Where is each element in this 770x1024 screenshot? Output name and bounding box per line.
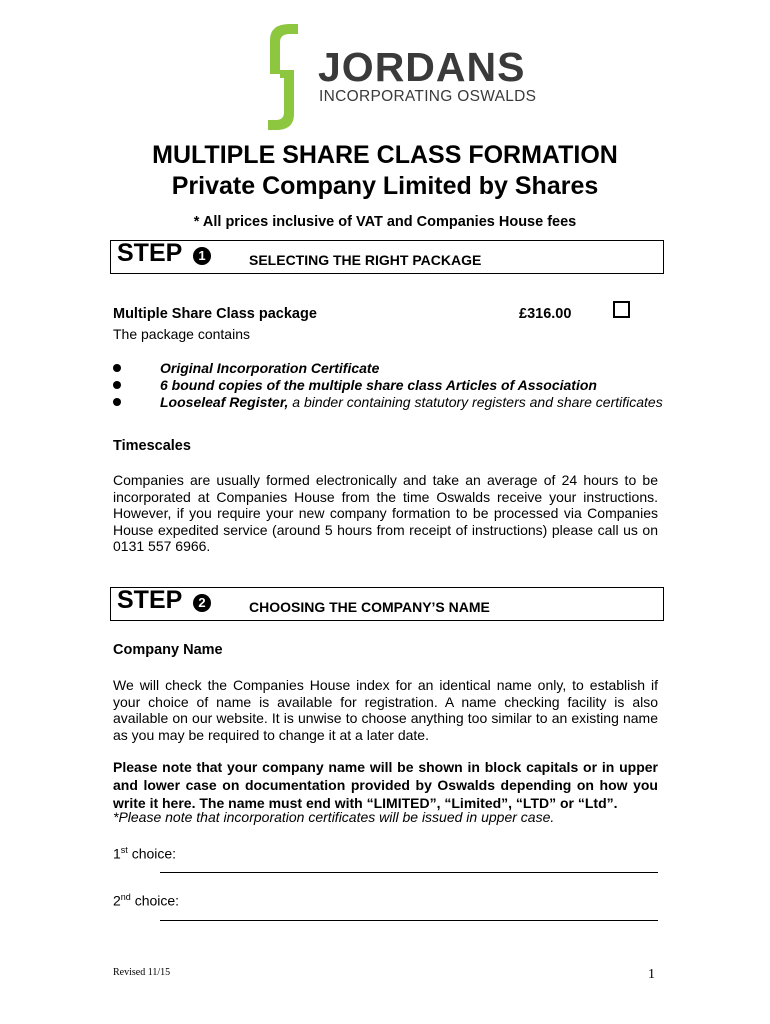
package-item: Original Incorporation Certificate xyxy=(160,360,380,376)
company-name-text: We will check the Companies House index for an identical name only, to establish if your choice of name is available for registration. A name checking facility is also available on our website. It is unwise to choose anything too similar to an existing name as you may be required to change it at a later date. xyxy=(113,677,658,743)
step2-header-box xyxy=(110,587,664,621)
first-choice-label: 1st choice: xyxy=(113,845,177,862)
logo-wordmark: JORDANS xyxy=(318,44,526,90)
incorporation-note: *Please note that incorporation certificates will be issued in upper case. xyxy=(113,809,555,825)
revision-note: Revised 11/15 xyxy=(113,967,171,978)
logo-subtitle: INCORPORATING OSWALDS xyxy=(319,88,537,105)
bullet-icon xyxy=(113,381,121,389)
bullet-icon xyxy=(113,364,121,372)
step1-header-box xyxy=(110,240,664,274)
page-number: 1 xyxy=(648,967,655,982)
package-name: Multiple Share Class package xyxy=(113,306,317,322)
bullet-icon xyxy=(113,398,121,406)
document-subtitle: Private Company Limited by Shares xyxy=(171,172,599,200)
company-name-bold-note: Please note that your company name will be shown in block capitals or in upper and lower case on documentation provided by Oswalds depending on how you write it here. The name must end with “LIMITED”, “Limited”, “LTD” or “Ltd”. xyxy=(113,759,658,811)
second-choice-label: 2nd choice: xyxy=(113,892,180,909)
step2-heading: CHOOSING THE COMPANY’S NAME xyxy=(249,599,490,615)
price-note: * All prices inclusive of VAT and Companies House fees xyxy=(193,214,577,230)
package-item: Looseleaf Register, a binder containing statutory registers and share certificates xyxy=(160,394,663,410)
step1-word: STEP xyxy=(117,239,183,267)
package-contains-label: The package contains xyxy=(113,326,250,342)
package-checkbox[interactable] xyxy=(613,301,630,318)
step2-word: STEP xyxy=(117,586,183,614)
step1-heading: SELECTING THE RIGHT PACKAGE xyxy=(249,252,482,268)
company-name-heading: Company Name xyxy=(113,642,223,658)
step2-number-badge: 2 xyxy=(193,594,211,612)
package-item: 6 bound copies of the multiple share class Articles of Association xyxy=(160,377,597,393)
document-title: MULTIPLE SHARE CLASS FORMATION xyxy=(152,141,618,169)
package-price: £316.00 xyxy=(519,306,572,322)
first-choice-input-line[interactable] xyxy=(160,872,658,873)
second-choice-input-line[interactable] xyxy=(160,920,658,921)
step1-number-badge: 1 xyxy=(193,247,211,265)
timescales-text: Companies are usually formed electronically and take an average of 24 hours to be incorporated at Companies House from the time Oswalds receive your instructions. However, if you require your new company formation to be processed via Companies House expedited service (around 5 hours from receipt of instructions) please call us on 0131 557 6966. xyxy=(113,472,658,554)
timescales-heading: Timescales xyxy=(113,438,191,454)
